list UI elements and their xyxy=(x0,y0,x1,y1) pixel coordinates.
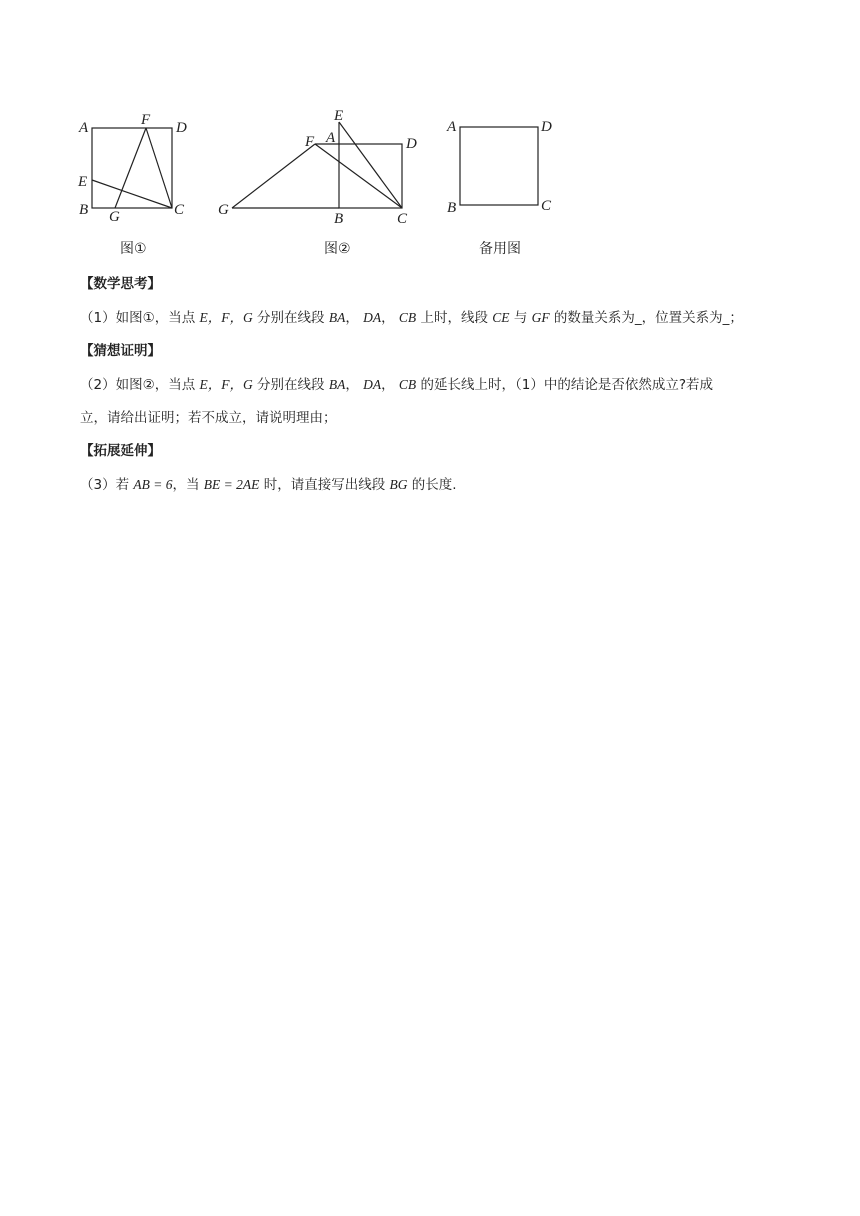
figures-row xyxy=(70,100,790,270)
label-f-fig1: F xyxy=(141,112,151,128)
q3-eq-be: BE = 2AE xyxy=(203,477,260,492)
q2-seg-cb: CB xyxy=(398,377,417,392)
q2-seg-ba: BA xyxy=(328,377,346,392)
q1-suffix: 的数量关系为_，位置关系为_； xyxy=(549,310,743,326)
label-b-fig1: B xyxy=(79,202,89,218)
label-c-fig2: C xyxy=(397,211,408,227)
question-2-line2: 立，请给出证明；若不成立，请说明理由； xyxy=(80,410,337,426)
label-d-fig3: D xyxy=(541,119,552,135)
label-a-fig1: A xyxy=(79,120,89,136)
q1-mid3: 与 xyxy=(509,310,532,326)
caption-fig3: 备用图 xyxy=(479,241,521,257)
label-e-fig1: E xyxy=(78,174,88,190)
q2-suffix: 的延长线上时，（1）中的结论是否依然成立?若成 xyxy=(416,377,713,393)
segment-ec-fig1 xyxy=(92,180,172,208)
label-f-fig2: F xyxy=(305,134,315,150)
heading-math-thinking: 【数学思考】 xyxy=(80,276,161,292)
question-3 xyxy=(80,468,800,502)
q1-mid1: 分别在线段 xyxy=(252,310,329,326)
q2-mid1: 分别在线段 xyxy=(252,377,329,393)
label-c-fig3: C xyxy=(541,198,552,214)
q3-suffix: 的长度. xyxy=(407,477,457,493)
figure-1 xyxy=(92,128,172,208)
q1-points: E，F，G xyxy=(199,310,253,325)
label-e-fig2: E xyxy=(334,108,344,124)
segment-fc-fig1 xyxy=(146,128,172,208)
figure-2 xyxy=(232,122,402,208)
figure-3 xyxy=(460,127,538,205)
segment-fg-fig1 xyxy=(115,128,146,208)
problem-text xyxy=(80,268,800,502)
caption-fig1: 图① xyxy=(120,241,147,257)
q2-seg-da: DA xyxy=(363,377,382,392)
geometry-figures xyxy=(70,100,790,270)
q1-mid2: 上时，线段 xyxy=(416,310,493,326)
segment-fg-fig2 xyxy=(232,144,315,208)
question-2 xyxy=(80,368,800,402)
segment-fc-fig2 xyxy=(315,144,402,208)
label-g-fig2: G xyxy=(218,202,229,218)
question-1 xyxy=(80,301,800,335)
caption-fig2: 图② xyxy=(324,241,351,257)
square-abcd-fig1 xyxy=(92,128,172,208)
label-b-fig2: B xyxy=(334,211,344,227)
q3-mid1: ，当 xyxy=(172,477,204,493)
q2-sep2: ， xyxy=(381,377,399,393)
q1-seg-gf: GF xyxy=(531,310,550,325)
q1-seg-ce: CE xyxy=(492,310,510,325)
label-d-fig2: D xyxy=(406,136,417,152)
q1-seg-cb: CB xyxy=(398,310,417,325)
label-d-fig1: D xyxy=(176,120,187,136)
label-b-fig3: B xyxy=(447,200,457,216)
q1-prefix: （1）如图①，当点 xyxy=(80,310,200,326)
q2-sep1: ， xyxy=(345,377,364,393)
label-a-fig3: A xyxy=(447,119,457,135)
q3-mid2: 时，请直接写出线段 xyxy=(259,477,390,493)
segment-ec-fig2 xyxy=(339,122,402,208)
q3-prefix: （3）若 xyxy=(80,477,134,493)
heading-extension: 【拓展延伸】 xyxy=(80,443,161,459)
q1-seg-da: DA xyxy=(363,310,382,325)
square-abcd-fig2 xyxy=(339,144,402,208)
q3-eq-ab: AB = 6 xyxy=(133,477,173,492)
square-abcd-fig3 xyxy=(460,127,538,205)
q1-sep2: ， xyxy=(381,310,399,326)
heading-conjecture-proof: 【猜想证明】 xyxy=(80,343,161,359)
q3-seg-bg: BG xyxy=(389,477,408,492)
label-c-fig1: C xyxy=(174,202,185,218)
q1-seg-ba: BA xyxy=(328,310,346,325)
q2-prefix: （2）如图②，当点 xyxy=(80,377,200,393)
q2-points: E，F，G xyxy=(199,377,253,392)
label-a-fig2: A xyxy=(326,130,336,146)
label-g-fig1: G xyxy=(109,209,120,225)
q1-sep1: ， xyxy=(345,310,364,326)
